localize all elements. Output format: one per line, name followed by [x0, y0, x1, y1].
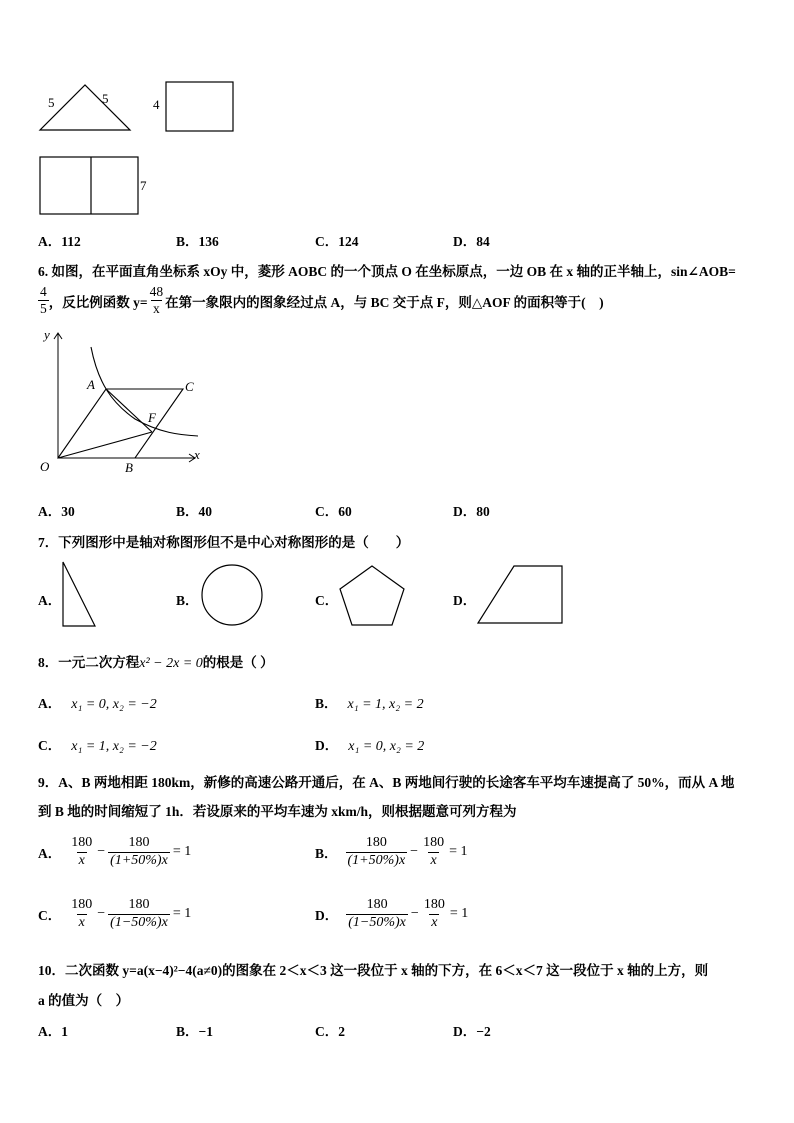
- q10-stem-line2: a 的值为（ ）: [38, 993, 130, 1008]
- hyperbola-curve: [91, 347, 198, 436]
- q7-right-triangle[interactable]: [55, 558, 105, 630]
- q7-option-a-label[interactable]: A．: [38, 593, 62, 608]
- tri-left-label: 5: [48, 95, 55, 110]
- q8-option-b[interactable]: B． x₁ = 1, x₂ = 2: [315, 696, 424, 712]
- q9-option-c[interactable]: C． $\frac{180}{x}$ − $\frac{180}{(1-50\%)x}$ = 1: [38, 897, 192, 930]
- q9-stem-line1: 9．A、B 两地相距 180km，新修的高速公路开通后，在 A、B 两地间行驶的长途客车平均车速提高了 50%，而从 A 地: [38, 775, 735, 790]
- q6-option-b[interactable]: B．40: [176, 504, 213, 519]
- svg-text:y: y: [44, 327, 50, 342]
- top-view-rect: [40, 157, 138, 214]
- q6-stem-line2: $\frac{4}{5}$ ，反比例函数 y= $\frac{48}{x}$ 在第一象限内的图象经过点 A，与 BC 交于点 F，则△AOF 的面积等于( ): [40, 284, 604, 317]
- q7-trapezoid[interactable]: [474, 562, 568, 628]
- q7-option-c-label[interactable]: C．: [315, 593, 339, 608]
- q5-option-b[interactable]: B．136: [176, 234, 219, 249]
- q10-option-a[interactable]: A．1: [38, 1024, 68, 1039]
- q10-stem-line1: 10．二次函数 y=a(x−4)²−4(a≠0)的图象在 2＜x＜3 这一段位于 x 轴的下方，在 6＜x＜7 这一段位于 x 轴的上方，则: [38, 963, 709, 978]
- q5-three-view-figure: [30, 75, 250, 225]
- q8-option-c[interactable]: C． x₁ = 1, x₂ = −2: [38, 738, 157, 754]
- q7-pentagon[interactable]: [335, 562, 409, 630]
- q10-option-c[interactable]: C．2: [315, 1024, 345, 1039]
- side-view-rect: [166, 82, 233, 131]
- rect-side-label: 4: [153, 97, 160, 112]
- svg-text:A: A: [87, 377, 95, 392]
- q10-option-b[interactable]: B．−1: [176, 1024, 213, 1039]
- q8-option-a[interactable]: A． x₁ = 0, x₂ = −2: [38, 696, 157, 712]
- svg-text:F: F: [148, 410, 156, 425]
- q6-coordinate-graph: [30, 325, 215, 475]
- q7-option-b-label[interactable]: B．: [176, 593, 199, 608]
- k-fraction: $\frac{48}{x}$: [149, 284, 164, 317]
- bottom-side-label: 7: [140, 178, 147, 193]
- q6-stem-line1: 6. 如图，在平面直角坐标系 xOy 中，菱形 AOBC 的一个顶点 O 在坐标原点，一边 OB 在 x 轴的正半轴上，sin∠AOB=: [38, 264, 736, 279]
- q7-circle[interactable]: [198, 563, 266, 631]
- tri-right-label: 5: [102, 91, 109, 106]
- q9-option-a[interactable]: A． $\frac{180}{x}$ − $\frac{180}{(1+50\%)x}$ = 1: [38, 835, 192, 868]
- q8-option-d[interactable]: D． x₁ = 0, x₂ = 2: [315, 738, 425, 754]
- sin-fraction: $\frac{4}{5}$: [40, 284, 47, 317]
- q9-option-b[interactable]: B． $\frac{180}{(1+50\%)x}$ − $\frac{180}{x}$ = 1: [315, 835, 468, 868]
- q6-option-a[interactable]: A．30: [38, 504, 75, 519]
- svg-text:O: O: [40, 459, 50, 474]
- svg-text:C: C: [185, 379, 194, 394]
- q9-stem-line2: 到 B 地的时间缩短了 1h．若设原来的平均车速为 xkm/h，则根据题意可列方程为: [38, 804, 517, 819]
- q10-option-d[interactable]: D．−2: [453, 1024, 491, 1039]
- q8-equation: x² − 2x = 0: [139, 656, 203, 671]
- svg-text:x: x: [194, 447, 200, 462]
- svg-text:B: B: [125, 460, 133, 475]
- q7-stem: 7．下列图形中是轴对称图形但不是中心对称图形的是（ ）: [38, 535, 410, 550]
- q7-option-d-label[interactable]: D．: [453, 593, 477, 608]
- q8-stem: 8．一元二次方程x² − 2x = 0的根是（ ）: [38, 655, 274, 671]
- rhombus-aobc: [58, 389, 183, 458]
- q5-option-c[interactable]: C．124: [315, 234, 359, 249]
- q9-option-d[interactable]: D． $\frac{180}{(1-50\%)x}$ − $\frac{180}{x}$ = 1: [315, 897, 469, 930]
- q5-option-d[interactable]: D．84: [453, 234, 490, 249]
- q5-option-a[interactable]: A．112: [38, 234, 81, 249]
- q6-option-c[interactable]: C．60: [315, 504, 352, 519]
- segment-af: [106, 389, 152, 432]
- q6-option-d[interactable]: D．80: [453, 504, 490, 519]
